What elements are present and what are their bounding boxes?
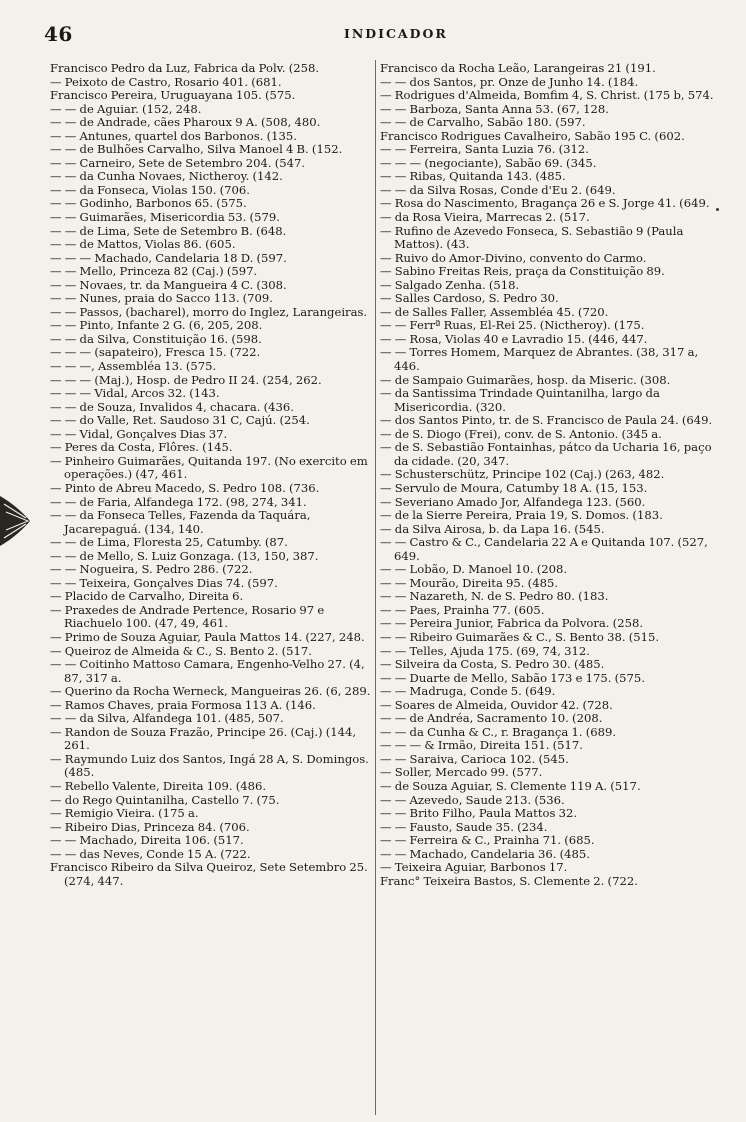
directory-entry: — — Nogueira, S. Pedro 286. (722.	[50, 562, 253, 577]
directory-entry: — Teixeira Aguiar, Barbonos 17.	[380, 860, 568, 875]
directory-entry: — — Antunes, quartel dos Barbonos. (135.	[50, 128, 297, 143]
directory-entry: — — da Fonseca, Violas 150. (706.	[50, 182, 250, 197]
directory-entry: — Rosa do Nascimento, Bragança 26 e S. Jorge 41. (649.	[380, 196, 710, 211]
directory-entry: — Rebello Valente, Direita 109. (486.	[50, 778, 267, 793]
directory-entry: — — da Cunha & C., r. Bragança 1. (689.	[380, 724, 617, 739]
directory-entry: — — da Silva, Alfandega 101. (485, 507.	[50, 711, 284, 726]
directory-entry: — — Fausto, Saude 35. (234.	[380, 819, 548, 834]
running-head: INDICADOR	[344, 26, 448, 41]
directory-entry: — — Pereira Junior, Fabrica da Polvora. (258.	[380, 616, 644, 631]
directory-entry: — — de Lima, Floresta 25, Catumby. (87.	[50, 535, 288, 550]
directory-entry: — Remigio Vieira. (175 a.	[50, 806, 199, 821]
ink-speck	[716, 208, 719, 211]
directory-entry: — — de Andrade, cães Pharoux 9 A. (508, 480.	[50, 115, 321, 130]
directory-entry: — Sabino Freitas Reis, praça da Constituição 89.	[380, 264, 665, 279]
binding-shadow-mark	[0, 490, 42, 552]
directory-entry: — — Ferrª Ruas, El-Rei 25. (Nictheroy). (175.	[380, 318, 645, 333]
directory-entry: — — Coitinho Mattoso Camara, Engenho-Velho 27. (4, 87, 317 a.	[50, 657, 365, 685]
directory-entry: — — Vidal, Gonçalves Dias 37.	[50, 426, 228, 441]
directory-entry: — de Sampaio Guimarães, hosp. da Miseric. (308.	[380, 372, 671, 387]
directory-entry: — — da Cunha Novaes, Nictheroy. (142.	[50, 169, 283, 184]
directory-entry: — — Lobão, D. Manoel 10. (208.	[380, 562, 568, 577]
directory-entry: — Pinheiro Guimarães, Quitanda 197. (No exercito em operações.) (47, 461.	[50, 453, 368, 482]
directory-entry: — — Pinto, Infante 2 G. (6, 205, 208.	[50, 318, 263, 333]
directory-entry: — — — Vidal, Arcos 32. (143.	[50, 386, 220, 401]
directory-entry: — Ribeiro Dias, Princeza 84. (706.	[50, 819, 250, 834]
right-column	[380, 62, 722, 1112]
directory-entry: — Salles Cardoso, S. Pedro 30.	[380, 291, 559, 306]
directory-entry: — — de Carvalho, Sabão 180. (597.	[380, 115, 586, 130]
page-header	[44, 22, 704, 44]
directory-entry: — — Mello, Princeza 82 (Caj.) (597.	[50, 264, 258, 279]
directory-entry: — — Paes, Prainha 77. (605.	[380, 602, 545, 617]
left-column	[50, 62, 376, 1112]
directory-entry: — — Azevedo, Saude 213. (536.	[380, 792, 565, 807]
directory-entry: — — de Andréa, Sacramento 10. (208.	[380, 711, 603, 726]
page-number: 46	[44, 22, 73, 46]
directory-entry: — — — & Irmão, Direita 151. (517.	[380, 738, 583, 753]
directory-entry: — Rufino de Azevedo Fonseca, S. Sebastião 9 (Paula Mattos). (43.	[380, 223, 684, 252]
directory-entry: — Ramos Chaves, praia Formosa 113 A. (146.	[50, 697, 316, 712]
directory-entry: — — Madruga, Conde 5. (649.	[380, 684, 556, 699]
directory-entry: — — Guimarães, Misericordia 53. (579.	[50, 210, 280, 225]
directory-entry: — — Novaes, tr. da Mangueira 4 C. (308.	[50, 277, 287, 292]
directory-entry: — — de Mello, S. Luiz Gonzaga. (13, 150, 387.	[50, 548, 319, 563]
directory-entry: — Rodrigues d'Almeida, Bomfim 4, S. Christ. (175 b, 574.	[380, 88, 714, 103]
directory-entry: — — Machado, Direita 106. (517.	[50, 833, 244, 848]
directory-entry: — — Ribas, Quitanda 143. (485.	[380, 169, 566, 184]
directory-entry: — — Mourão, Direita 95. (485.	[380, 575, 559, 590]
directory-entry: — — Passos, (bacharel), morro do Inglez, Larangeiras.	[50, 304, 368, 319]
directory-entry: — — do Valle, Ret. Saudoso 31 C, Cajú. (254.	[50, 413, 310, 428]
directory-entry: — — Teixeira, Gonçalves Dias 74. (597.	[50, 575, 278, 590]
directory-entry: — da Silva Airosa, b. da Lapa 16. (545.	[380, 521, 605, 536]
directory-entry: — — de Souza, Invalidos 4, chacara. (436.	[50, 399, 294, 414]
directory-entry: — Praxedes de Andrade Pertence, Rosario 97 e Riachuelo 100. (47, 49, 461.	[50, 602, 325, 631]
directory-entry: — — Duarte de Mello, Sabão 173 e 175. (575.	[380, 670, 645, 685]
directory-entry: — de Souza Aguiar, S. Clemente 119 A. (517.	[380, 778, 641, 793]
directory-entry: — — Telles, Ajuda 175. (69, 74, 312.	[380, 643, 590, 658]
directory-entry: — — Saraiva, Carioca 102. (545.	[380, 751, 569, 766]
directory-entry: — Servulo de Moura, Catumby 18 A. (15, 153.	[380, 480, 648, 495]
directory-entry: — Peixoto de Castro, Rosario 401. (681.	[50, 74, 282, 89]
directory-entry: — — Nunes, praia do Sacco 113. (709.	[50, 291, 273, 306]
column-divider	[375, 60, 376, 1115]
directory-entry: Franc° Teixeira Bastos, S. Clemente 2. (722.	[380, 873, 638, 888]
directory-entry: — de la Sierre Pereira, Praia 19, S. Domos. (183.	[380, 508, 663, 523]
directory-entry: — — — Machado, Candelaria 18 D. (597.	[50, 250, 287, 265]
directory-entry: — Randon de Souza Frazão, Principe 26. (Caj.) (144, 261.	[50, 724, 357, 753]
directory-entry: — — da Fonseca Telles, Fazenda da Taquára, Jacarepaguá. (134, 140.	[50, 508, 311, 536]
directory-entry: — Querino da Rocha Werneck, Mangueiras 26. (6, 289.	[50, 684, 371, 699]
directory-entry: — — da Silva Rosas, Conde d'Eu 2. (649.	[380, 182, 616, 197]
directory-entry: — Soares de Almeida, Ouvidor 42. (728.	[380, 697, 613, 712]
directory-entry: — — Brito Filho, Paula Mattos 32.	[380, 806, 578, 821]
directory-entry: Francisco Pedro da Luz, Fabrica da Polv. (258.	[50, 62, 320, 75]
directory-entry: — Placido de Carvalho, Direita 6.	[50, 589, 244, 604]
directory-entry: — — da Silva, Constituição 16. (598.	[50, 331, 262, 346]
directory-entry: — — de Lima, Sete de Setembro B. (648.	[50, 223, 287, 238]
directory-entry: — dos Santos Pinto, tr. de S. Francisco de Paula 24. (649.	[380, 413, 713, 428]
directory-entry: — — — (sapateiro), Fresca 15. (722.	[50, 345, 261, 360]
directory-entry: — — Ferreira & C., Prainha 71. (685.	[380, 833, 595, 848]
directory-entry: — Silveira da Costa, S. Pedro 30. (485.	[380, 657, 605, 672]
directory-entry: — Raymundo Luiz dos Santos, Ingá 28 A, S. Domingos. (485.	[50, 751, 369, 780]
directory-entry: Francisco Rodrigues Cavalheiro, Sabão 195 C. (602.	[380, 128, 685, 143]
directory-entry: Francisco da Rocha Leão, Larangeiras 21 (191.	[380, 62, 656, 75]
directory-entry: — Ruivo do Amor-Divino, convento do Carmo.	[380, 250, 647, 265]
directory-entry: — — de Aguiar. (152, 248.	[50, 101, 202, 116]
directory-entry: — Schusterschütz, Principe 102 (Caj.) (263, 482.	[380, 467, 665, 482]
directory-entry: Francisco Ribeiro da Silva Queiroz, Sete Setembro 25. (274, 447.	[50, 860, 368, 888]
directory-entry: — — Machado, Candelaria 36. (485.	[380, 846, 590, 861]
directory-entry: — do Rego Quintanilha, Castello 7. (75.	[50, 792, 280, 807]
directory-entry: — — Godinho, Barbonos 65. (575.	[50, 196, 247, 211]
directory-entry: — Queiroz de Almeida & C., S. Bento 2. (517.	[50, 643, 312, 658]
directory-entry: — — Ferreira, Santa Luzia 76. (312.	[380, 142, 589, 157]
directory-entry: — — Nazareth, N. de S. Pedro 80. (183.	[380, 589, 609, 604]
directory-entry: — — das Neves, Conde 15 A. (722.	[50, 846, 251, 861]
directory-entry: — Soller, Mercado 99. (577.	[380, 765, 543, 780]
directory-entry: — da Santissima Trindade Quintanilha, largo da Misericordia. (320.	[380, 386, 660, 414]
directory-entry: — — Barboza, Santa Anna 53. (67, 128.	[380, 101, 609, 116]
directory-entry: — de Salles Faller, Assembléa 45. (720.	[380, 304, 609, 319]
directory-entry: — — Rosa, Violas 40 e Lavradio 15. (446, 447.	[380, 331, 648, 346]
directory-entry: — — Ribeiro Guimarães & C., S. Bento 38. (515.	[380, 629, 660, 644]
directory-entry: — de S. Diogo (Frei), conv. de S. Antonio. (345 a.	[380, 426, 662, 441]
directory-entry: — — de Bulhões Carvalho, Silva Manoel 4 B. (152.	[50, 142, 343, 157]
directory-entry: — — de Faria, Alfandega 172. (98, 274, 341.	[50, 494, 307, 509]
directory-entry: — de S. Sebastião Fontainhas, pátco da Ucharia 16, paço da cidade. (20, 347.	[380, 440, 712, 468]
directory-entry: — Severiano Amado Jor, Alfandega 123. (560.	[380, 494, 646, 509]
directory-entry: — Primo de Souza Aguiar, Paula Mattos 14. (227, 248.	[50, 629, 365, 644]
directory-entry: — — de Mattos, Violas 86. (605.	[50, 237, 236, 252]
directory-entry: — da Rosa Vieira, Marrecas 2. (517.	[380, 210, 590, 225]
directory-entry: — Peres da Costa, Flôres. (145.	[50, 440, 233, 455]
directory-entry: — Salgado Zenha. (518.	[380, 277, 520, 292]
directory-entry: — — dos Santos, pr. Onze de Junho 14. (184.	[380, 74, 639, 89]
directory-entry: — — Castro & C., Candelaria 22 A e Quitanda 107. (527, 649.	[380, 535, 708, 563]
directory-entry: — — Carneiro, Sete de Setembro 204. (547.	[50, 155, 306, 170]
directory-entry: — — —, Assembléa 13. (575.	[50, 359, 217, 374]
directory-entry: Francisco Pereira, Uruguayana 105. (575.	[50, 88, 296, 103]
directory-entry: — — Torres Homem, Marquez de Abrantes. (38, 317 a, 446.	[380, 345, 699, 374]
directory-entry: — — — (negociante), Sabão 69. (345.	[380, 155, 597, 170]
directory-entry: — — — (Maj.), Hosp. de Pedro II 24. (254, 262.	[50, 372, 322, 387]
directory-entry: — Pinto de Abreu Macedo, S. Pedro 108. (736.	[50, 480, 320, 495]
